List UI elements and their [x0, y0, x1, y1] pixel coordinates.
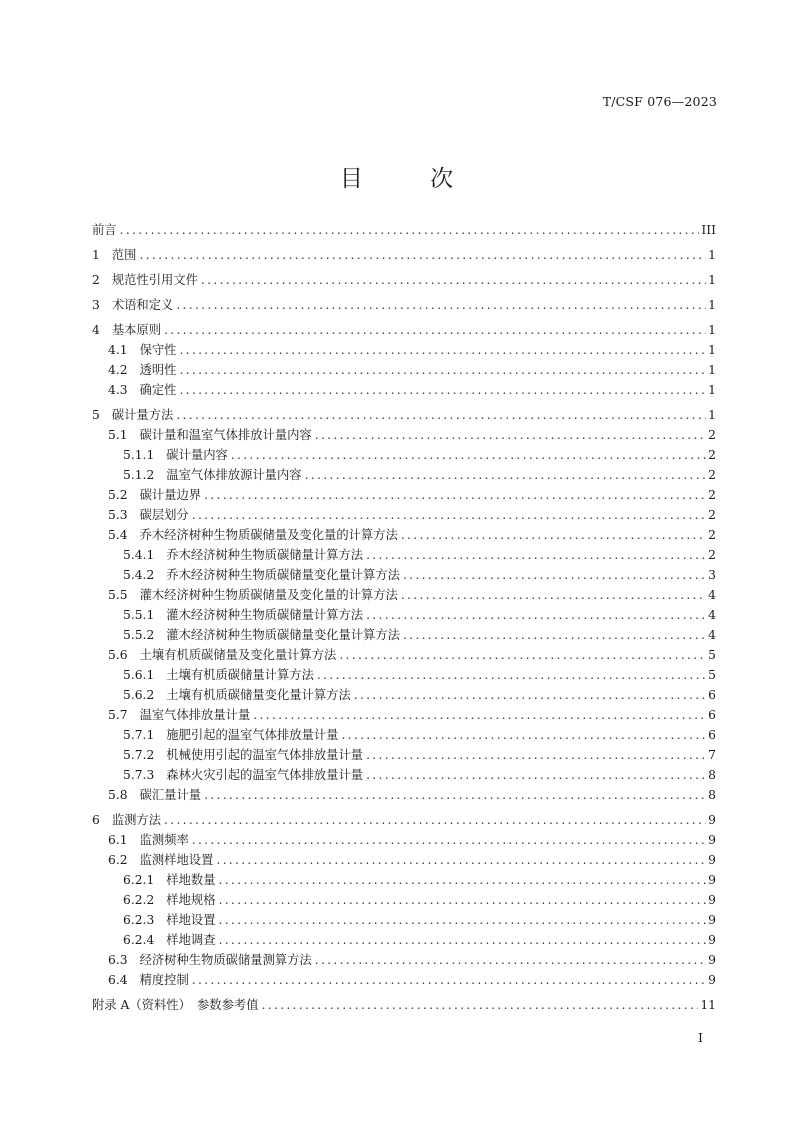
- toc-entry[interactable]: [92, 525, 716, 545]
- table-of-contents: [92, 220, 716, 1015]
- toc-leader-dots: [192, 505, 706, 525]
- toc-leader-dots: [305, 465, 706, 485]
- toc-entry-label: 术语和定义: [111, 298, 174, 312]
- toc-entry-page: 5: [708, 648, 716, 662]
- toc-entry[interactable]: [92, 725, 716, 745]
- toc-entry-label: 确定性: [139, 383, 177, 397]
- toc-entry-number: 5.7.2: [123, 748, 155, 762]
- toc-entry[interactable]: [92, 295, 716, 315]
- toc-entry[interactable]: [92, 585, 716, 605]
- toc-entry-page: 2: [708, 548, 716, 562]
- toc-leader-dots: [192, 970, 706, 990]
- toc-entry-page: 9: [708, 833, 716, 847]
- toc-leader-dots: [317, 665, 706, 685]
- toc-entry-number: 5.7.3: [123, 768, 155, 782]
- toc-leader-dots: [339, 645, 706, 665]
- toc-leader-dots: [219, 910, 707, 930]
- toc-entry-page: 6: [708, 688, 716, 702]
- toc-entry-page: 9: [708, 893, 716, 907]
- toc-entry[interactable]: [92, 645, 716, 665]
- toc-leader-dots: [179, 360, 706, 380]
- toc-leader-dots: [192, 830, 706, 850]
- toc-entry-page: 1: [708, 273, 716, 287]
- toc-entry-number: 5.7: [108, 708, 128, 722]
- toc-entry-number: 5.4: [108, 528, 128, 542]
- toc-entry-number: 5.2: [108, 488, 128, 502]
- toc-entry-label: 经济树种生物质碳储量测算方法: [139, 953, 312, 967]
- toc-entry-label: 规范性引用文件: [111, 273, 198, 287]
- toc-entry[interactable]: [92, 245, 716, 265]
- toc-entry[interactable]: [92, 445, 716, 465]
- toc-leader-dots: [366, 605, 706, 625]
- page-number: I: [698, 1030, 703, 1045]
- toc-entry-number: 4.1: [108, 343, 128, 357]
- toc-entry[interactable]: [92, 565, 716, 585]
- toc-entry-page: 1: [708, 363, 716, 377]
- toc-leader-dots: [204, 485, 706, 505]
- toc-entry-number: 5.1: [108, 428, 128, 442]
- toc-entry-label: 灌木经济树种生物质碳储量及变化量的计算方法: [139, 588, 398, 602]
- toc-entry-label: 碳计量内容: [166, 448, 228, 462]
- toc-leader-dots: [231, 445, 706, 465]
- toc-entry[interactable]: [92, 505, 716, 525]
- toc-entry-page: 2: [708, 468, 716, 482]
- toc-entry[interactable]: [92, 685, 716, 705]
- toc-entry[interactable]: [92, 765, 716, 785]
- toc-entry-page: 6: [708, 708, 716, 722]
- toc-leader-dots: [315, 950, 706, 970]
- toc-entry-page: 9: [708, 873, 716, 887]
- toc-entry[interactable]: [92, 605, 716, 625]
- toc-entry[interactable]: [92, 890, 716, 910]
- toc-entry-label: 森林火灾引起的温室气体排放量计量: [166, 768, 364, 782]
- toc-leader-dots: [341, 725, 706, 745]
- toc-entry[interactable]: [92, 995, 716, 1015]
- toc-entry-number: 5.5: [108, 588, 128, 602]
- toc-entry-number: 4.2: [108, 363, 128, 377]
- toc-entry[interactable]: [92, 870, 716, 890]
- toc-leader-dots: [219, 930, 707, 950]
- toc-entry-number: 4: [92, 323, 100, 337]
- toc-entry-number: 5.3: [108, 508, 128, 522]
- toc-entry-label: 碳计量方法: [111, 408, 174, 422]
- toc-entry[interactable]: [92, 380, 716, 400]
- toc-entry-number: 5.6.2: [123, 688, 155, 702]
- toc-leader-dots: [253, 705, 706, 725]
- toc-entry-number: 5.1.2: [123, 468, 155, 482]
- toc-entry-label: 温室气体排放源计量内容: [166, 468, 302, 482]
- toc-entry[interactable]: [92, 220, 716, 240]
- toc-leader-dots: [204, 785, 706, 805]
- toc-entry-label: 样地数量: [166, 873, 216, 887]
- toc-entry-label: 透明性: [139, 363, 177, 377]
- toc-entry-label: 碳汇量计量: [139, 788, 202, 802]
- toc-entry-label: 温室气体排放量计量: [139, 708, 251, 722]
- toc-entry[interactable]: [92, 745, 716, 765]
- toc-entry-page: 9: [708, 853, 716, 867]
- toc-entry[interactable]: [92, 950, 716, 970]
- toc-entry-label: 精度控制: [139, 973, 189, 987]
- toc-entry-page: 2: [708, 508, 716, 522]
- toc-leader-dots: [164, 810, 706, 830]
- toc-entry[interactable]: [92, 465, 716, 485]
- toc-entry-number: 5.5.2: [123, 628, 155, 642]
- toc-leader-dots: [401, 585, 706, 605]
- toc-entry-number: 2: [92, 273, 100, 287]
- toc-entry-number: 5.4.2: [123, 568, 155, 582]
- toc-entry-label: 范围: [111, 248, 137, 262]
- toc-entry[interactable]: [92, 665, 716, 685]
- toc-entry[interactable]: [92, 785, 716, 805]
- toc-entry-page: 3: [708, 568, 716, 582]
- toc-entry-page: 2: [708, 488, 716, 502]
- toc-entry[interactable]: [92, 930, 716, 950]
- toc-entry-page: III: [701, 223, 716, 237]
- toc-entry-page: 4: [708, 608, 716, 622]
- toc-entry-page: 4: [708, 628, 716, 642]
- toc-entry-number: 3: [92, 298, 100, 312]
- toc-leader-dots: [176, 405, 706, 425]
- toc-entry-label: 碳计量边界: [139, 488, 202, 502]
- toc-entry-label: 土壤有机质碳储量及变化量计算方法: [139, 648, 337, 662]
- toc-entry[interactable]: [92, 425, 716, 445]
- toc-entry-page: 6: [708, 728, 716, 742]
- toc-leader-dots: [164, 320, 706, 340]
- toc-entry-label: 样地调查: [166, 933, 216, 947]
- toc-leader-dots: [401, 525, 706, 545]
- toc-entry-page: 9: [708, 973, 716, 987]
- toc-entry[interactable]: [92, 970, 716, 990]
- toc-entry-number: 5.5.1: [123, 608, 155, 622]
- toc-entry-page: 1: [708, 323, 716, 337]
- toc-entry[interactable]: [92, 830, 716, 850]
- toc-entry-number: 6.2.2: [123, 893, 155, 907]
- toc-leader-dots: [219, 870, 707, 890]
- toc-entry-page: 5: [708, 668, 716, 682]
- toc-entry-label: 样地设置: [166, 913, 216, 927]
- toc-entry-page: 2: [708, 448, 716, 462]
- toc-leader-dots: [176, 295, 706, 315]
- toc-leader-dots: [366, 745, 706, 765]
- toc-leader-dots: [216, 850, 706, 870]
- toc-leader-dots: [219, 890, 707, 910]
- toc-entry-number: 6.1: [108, 833, 128, 847]
- toc-entry-number: 4.3: [108, 383, 128, 397]
- toc-leader-dots: [262, 995, 699, 1015]
- toc-entry-page: 4: [708, 588, 716, 602]
- toc-entry[interactable]: [92, 705, 716, 725]
- toc-leader-dots: [354, 685, 706, 705]
- toc-entry-number: 6.2.1: [123, 873, 155, 887]
- toc-entry-page: 1: [708, 248, 716, 262]
- toc-leader-dots: [366, 765, 706, 785]
- toc-entry[interactable]: [92, 545, 716, 565]
- toc-entry-number: 5.8: [108, 788, 128, 802]
- toc-entry-page: 11: [700, 998, 716, 1012]
- toc-entry[interactable]: [92, 625, 716, 645]
- toc-entry[interactable]: [92, 910, 716, 930]
- toc-entry-page: 1: [708, 298, 716, 312]
- toc-entry[interactable]: [92, 320, 716, 340]
- toc-entry-page: 9: [708, 913, 716, 927]
- toc-entry-number: 5: [92, 408, 100, 422]
- toc-entry-label: 监测样地设置: [139, 853, 214, 867]
- document-code: T/CSF 076—2023: [602, 94, 717, 109]
- toc-entry-label: 乔木经济树种生物质碳储量计算方法: [166, 548, 364, 562]
- toc-entry-page: 1: [708, 343, 716, 357]
- toc-leader-dots: [179, 340, 706, 360]
- toc-entry[interactable]: [92, 360, 716, 380]
- toc-entry[interactable]: [92, 405, 716, 425]
- toc-entry-label: 监测频率: [139, 833, 189, 847]
- toc-entry-label: 监测方法: [111, 813, 162, 827]
- toc-entry-number: 5.1.1: [123, 448, 155, 462]
- toc-entry[interactable]: [92, 850, 716, 870]
- toc-entry-label: 灌木经济树种生物质碳储量变化量计算方法: [166, 628, 400, 642]
- toc-entry-number: 6.3: [108, 953, 128, 967]
- toc-entry[interactable]: [92, 810, 716, 830]
- toc-entry[interactable]: [92, 485, 716, 505]
- toc-entry-number: 5.7.1: [123, 728, 155, 742]
- toc-entry-label: 附录 A（资料性） 参数参考值: [92, 998, 259, 1012]
- toc-entry-number: 1: [92, 248, 100, 262]
- toc-entry-page: 8: [708, 788, 716, 802]
- toc-entry-page: 8: [708, 768, 716, 782]
- toc-entry-page: 2: [708, 428, 716, 442]
- toc-entry-page: 2: [708, 528, 716, 542]
- toc-entry-label: 前言: [92, 223, 117, 237]
- toc-entry-label: 碳层划分: [139, 508, 189, 522]
- toc-entry-number: 5.6: [108, 648, 128, 662]
- toc-entry-label: 样地规格: [166, 893, 216, 907]
- toc-entry-label: 灌木经济树种生物质碳储量计算方法: [166, 608, 364, 622]
- toc-leader-dots: [366, 545, 706, 565]
- toc-entry-page: 1: [708, 383, 716, 397]
- toc-entry-number: 5.4.1: [123, 548, 155, 562]
- toc-entry-label: 土壤有机质碳储量计算方法: [166, 668, 314, 682]
- toc-leader-dots: [403, 565, 706, 585]
- toc-leader-dots: [179, 380, 706, 400]
- toc-entry-page: 9: [708, 813, 716, 827]
- toc-entry-label: 碳计量和温室气体排放计量内容: [139, 428, 312, 442]
- toc-entry-page: 9: [708, 953, 716, 967]
- toc-leader-dots: [139, 245, 706, 265]
- toc-entry-page: 1: [708, 408, 716, 422]
- toc-entry[interactable]: [92, 340, 716, 360]
- toc-entry-number: 5.6.1: [123, 668, 155, 682]
- toc-entry-label: 施肥引起的温室气体排放量计量: [166, 728, 339, 742]
- toc-entry-page: 7: [708, 748, 716, 762]
- toc-entry-label: 乔木经济树种生物质碳储量及变化量的计算方法: [139, 528, 398, 542]
- toc-leader-dots: [120, 220, 700, 240]
- toc-entry-number: 6.2.4: [123, 933, 155, 947]
- toc-entry-label: 机械使用引起的温室气体排放量计量: [166, 748, 364, 762]
- toc-entry-number: 6.2: [108, 853, 128, 867]
- toc-leader-dots: [403, 625, 706, 645]
- toc-leader-dots: [315, 425, 706, 445]
- toc-leader-dots: [201, 270, 706, 290]
- page-title: 目 次: [339, 166, 484, 192]
- toc-entry[interactable]: [92, 270, 716, 290]
- toc-entry-number: 6: [92, 813, 100, 827]
- toc-entry-number: 6.4: [108, 973, 128, 987]
- toc-entry-label: 土壤有机质碳储量变化量计算方法: [166, 688, 351, 702]
- toc-entry-number: 6.2.3: [123, 913, 155, 927]
- toc-entry-label: 乔木经济树种生物质碳储量变化量计算方法: [166, 568, 400, 582]
- toc-entry-label: 保守性: [139, 343, 177, 357]
- toc-entry-label: 基本原则: [111, 323, 162, 337]
- toc-entry-page: 9: [708, 933, 716, 947]
